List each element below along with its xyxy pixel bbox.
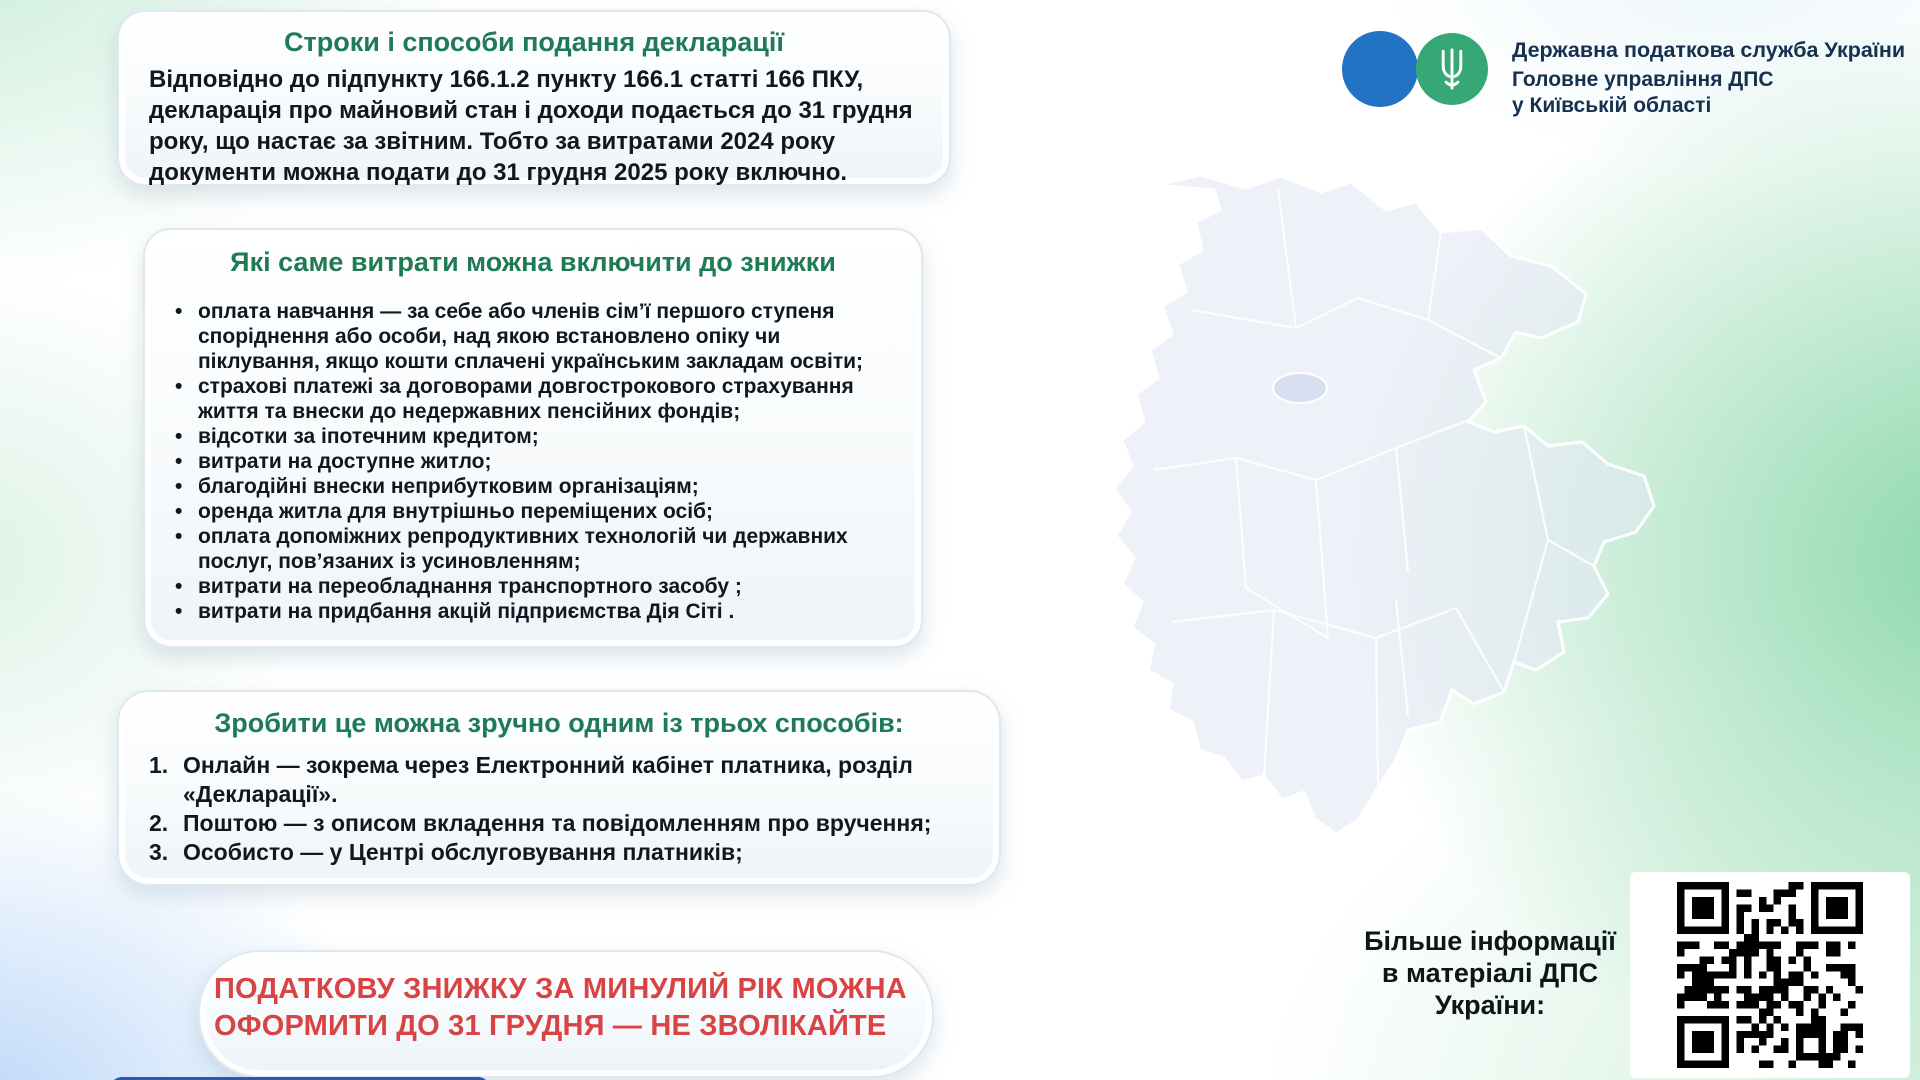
dps-green-logo: [1416, 33, 1488, 105]
org-title-block: [1512, 38, 1905, 119]
list-item: • оплата допоміжних репродуктивних технологій чи державних послуг, пов’язаних із усиновленням;: [171, 524, 898, 574]
org-department: Головне управління ДПС: [1512, 68, 1774, 91]
list-item: • витрати на переобладнання транспортного засобу ;: [171, 574, 898, 599]
deadline-card-title: Строки і способи подання декларації: [284, 27, 784, 57]
warning-line-2: ОФОРМИТИ ДО 31 ГРУДНЯ — НЕ ЗВОЛІКАЙТЕ: [214, 1010, 887, 1042]
list-item: Онлайн — зокрема через Електронний кабінет платника, розділ «Декларації».: [183, 752, 913, 807]
methods-card-title: Зробити це можна зручно одним із трьох способів:: [214, 708, 904, 738]
list-item: • відсотки за іпотечним кредитом;: [171, 424, 898, 449]
qr-code-pattern: [1677, 882, 1863, 1068]
deadline-card: [117, 10, 951, 186]
expenses-card: [143, 228, 923, 648]
qr-caption-line: в матеріалі ДПС: [1381, 958, 1599, 988]
org-name: Державна податкова служба України: [1512, 38, 1906, 62]
list-item: • оренда житла для внутрішньо переміщених осіб;: [171, 499, 898, 524]
qr-caption-line: України:: [1434, 990, 1546, 1020]
qr-caption: [1335, 925, 1645, 1021]
deadline-card-body: Відповідно до підпункту 166.1.2 пункту 166.1 статті 166 ПКУ, декларація про майновий стан і доходи подається до 31 грудня року, що настає за звітним. Тобто за витратами 2024 року документи можна подати до 31 грудня 2025 року включно.: [149, 66, 913, 186]
list-item: Особисто — у Центрі обслуговування платників;: [183, 839, 743, 865]
list-item: • страхові платежі за договорами довгострокового страхування життя та внески до недержавних пенсійних фондів;: [171, 374, 898, 424]
methods-card: [117, 690, 1001, 886]
qr-code: [1630, 872, 1910, 1078]
list-item: • витрати на доступне житло;: [171, 449, 898, 474]
dps-blue-logo: [1342, 31, 1418, 107]
warning-line-1: ПОДАТКОВУ ЗНИЖКУ ЗА МИНУЛИЙ РІК МОЖНА: [214, 973, 907, 1005]
methods-list: [149, 751, 973, 867]
warning-banner: [198, 950, 934, 1078]
qr-caption-line: Більше інформації: [1364, 926, 1616, 956]
org-region: у Київській області: [1512, 94, 1712, 117]
list-item: • витрати на придбання акцій підприємства Дія Сіті .: [171, 599, 898, 624]
list-item: • благодійні внески неприбутковим організаціям;: [171, 474, 898, 499]
trident-icon: [1433, 47, 1471, 91]
list-item: Поштою — з описом вкладення та повідомленням про вручення;: [183, 810, 932, 836]
map-silhouette: [1096, 170, 1668, 854]
list-item: • оплата навчання — за себе або членів сім’ї першого ступеня споріднення або особи, над якою встановлено опіку чи піклування, якщо кошти сплачені українським закладам освіти;: [171, 299, 898, 374]
expenses-card-title: Які саме витрати можна включити до знижки: [230, 247, 836, 277]
expenses-list: [171, 299, 903, 624]
kyiv-oblast-map: [1096, 170, 1668, 854]
